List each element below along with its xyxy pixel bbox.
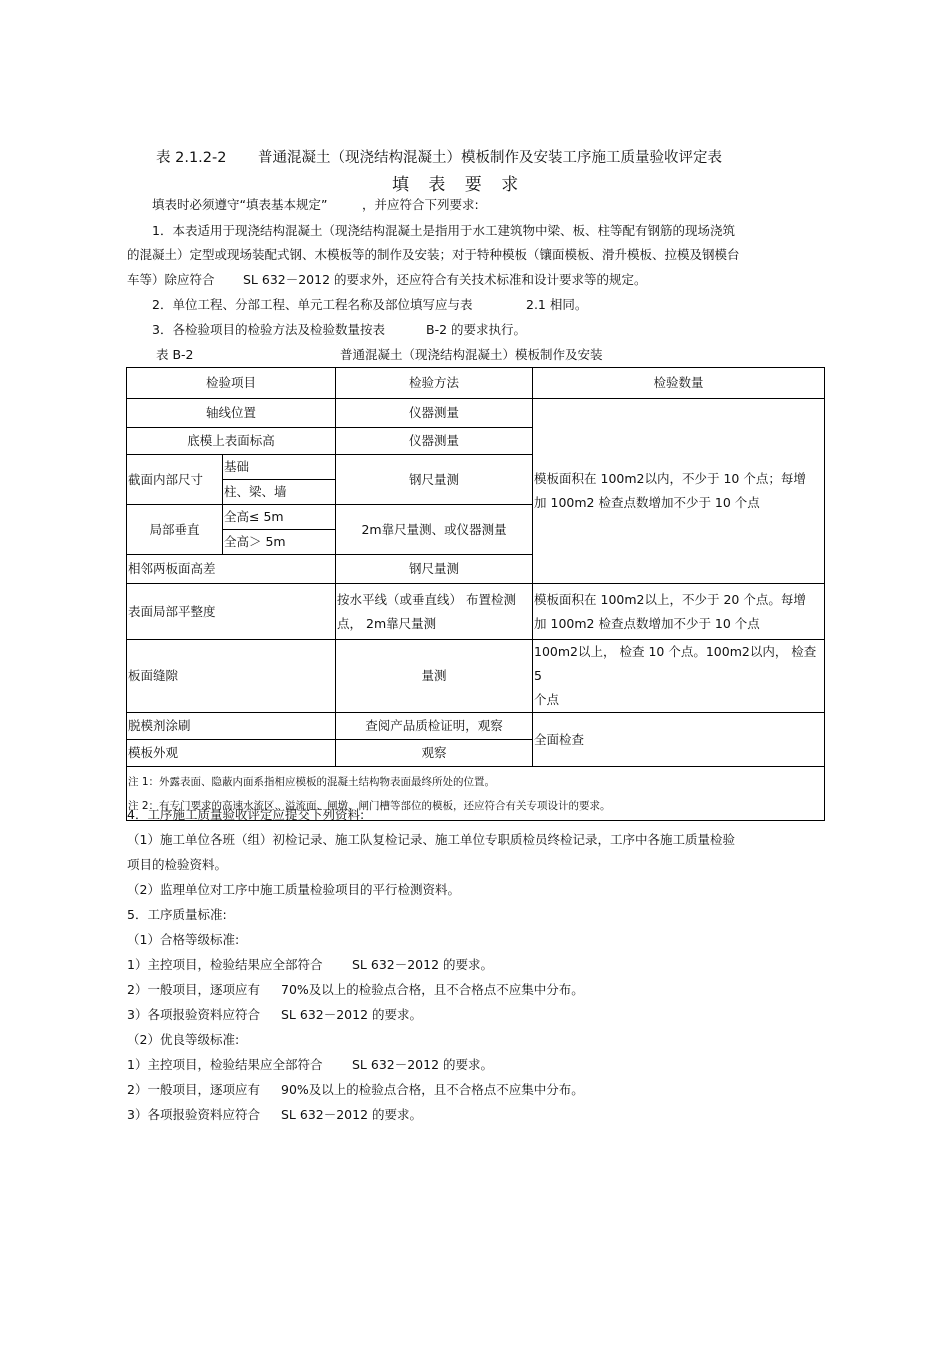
- row-flatness-quantity: [533, 584, 825, 640]
- qualified-item-1-cont: SL 632－2012 的要求。: [352, 957, 494, 972]
- paragraph-4: 4．工序施工质量验收评定应提交下列资料:: [127, 807, 365, 822]
- row-section-sub-2: 柱、梁、墙: [223, 480, 336, 505]
- table-b2-title: 普通混凝土（现浇结构混凝土）模板制作及安装: [340, 347, 603, 362]
- quantity-cell-1: [533, 399, 825, 584]
- paragraph-1-line-2: 的混凝土）定型或现场装配式钢、木模板等的制作及安装；对于特种模板（镶面模板、滑升模板、拉模及钢模台: [127, 247, 740, 262]
- note-2: 注 2：有专门要求的高速水流区、溢流面、闸墩、闸门槽等部位的模板，还应符合有关专项设计的要求。: [128, 799, 611, 812]
- row-bottom-item: 底模上表面标高: [127, 428, 336, 455]
- excellent-item-3-cont: SL 632－2012 的要求。: [281, 1107, 423, 1122]
- paragraph-3: 3．各检验项目的检验方法及检验数量按表: [152, 322, 385, 337]
- intro-text-cont: ，并应符合下列要求:: [362, 197, 479, 212]
- row-appearance-method: 观察: [336, 740, 533, 767]
- paragraph-4-1-line-2: 项目的检验资料。: [127, 857, 228, 872]
- row-section-item: 截面内部尺寸: [127, 455, 223, 505]
- paragraph-1-line-1: 1．本表适用于现浇结构混凝土（现浇结构混凝土是指用于水工建筑物中梁、板、柱等配有钢筋的现场浇筑: [152, 223, 735, 238]
- qualified-item-3-cont: SL 632－2012 的要求。: [281, 1007, 423, 1022]
- header-method: 检验方法: [336, 368, 533, 399]
- gap-quantity-line-1: 100m2以上， 检查 10 个点。100m2以内， 检查 5: [534, 644, 817, 683]
- qualified-item-1: 1）主控项目，检验结果应全部符合: [127, 957, 323, 972]
- table-number: 表 2.1.2-2: [156, 150, 227, 166]
- table-b2-label: 表 B-2: [156, 347, 194, 362]
- excellent-item-3: 3）各项报验资料应符合: [127, 1107, 260, 1122]
- row-section-method: 钢尺量测: [336, 455, 533, 505]
- row-bottom-method: 仪器测量: [336, 428, 533, 455]
- row-axis-item: 轴线位置: [127, 399, 336, 428]
- excellent-item-2-cont: 90%及以上的检验点合格，且不合格点不应集中分布。: [281, 1082, 584, 1097]
- note-1: 注 1：外露表面、隐蔽内面系指相应模板的混凝土结构物表面最终所处的位置。: [128, 775, 496, 788]
- paragraph-5: 5．工序质量标准:: [127, 907, 227, 922]
- flatness-quantity-line-1: 模板面积在 100m2以上，不少于 20 个点。每增: [534, 591, 806, 607]
- quantity-1-line-2: 加 100m2 检查点数增加不少于 10 个点: [534, 495, 760, 510]
- full-check-cell: 全面检查: [533, 713, 825, 767]
- paragraph-2-cont: 2.1 相同。: [526, 297, 588, 312]
- row-gap-item: 板面缝隙: [127, 640, 336, 713]
- row-flatness-item: 表面局部平整度: [127, 584, 336, 640]
- quantity-1-line-1: 模板面积在 100m2以内，不少于 10 个点；每增: [534, 471, 806, 486]
- paragraph-3-cont: B-2 的要求执行。: [426, 322, 527, 337]
- row-adjacent-method: 钢尺量测: [336, 555, 533, 584]
- flatness-quantity-line-2: 加 100m2 检查点数增加不少于 10 个点: [534, 615, 760, 631]
- flatness-method-line-1: 按水平线（或垂直线） 布置检测: [337, 591, 516, 607]
- inspection-table: [126, 367, 825, 821]
- excellent-item-1: 1）主控项目，检验结果应全部符合: [127, 1057, 323, 1072]
- paragraph-1-line-3: 车等）除应符合: [127, 272, 215, 287]
- paragraph-2: 2．单位工程、分部工程、单元工程名称及部位填写应与表: [152, 297, 473, 312]
- gap-quantity-line-2: 个点: [534, 692, 560, 707]
- qualified-standard-heading: （1）合格等级标准:: [127, 932, 240, 947]
- header-item: 检验项目: [127, 368, 336, 399]
- row-vertical-sub-2: 全高＞ 5m: [223, 530, 336, 555]
- excellent-item-2: 2）一般项目，逐项应有: [127, 1082, 260, 1097]
- excellent-standard-heading: （2）优良等级标准:: [127, 1032, 240, 1047]
- row-release-method: 查阅产品质检证明，观察: [336, 713, 533, 740]
- paragraph-4-2: （2）监理单位对工序中施工质量检验项目的平行检测资料。: [127, 882, 460, 897]
- row-gap-method: 量测: [336, 640, 533, 713]
- row-release-item: 脱模剂涂刷: [127, 713, 336, 740]
- row-section-sub-1: 基础: [223, 455, 336, 480]
- row-appearance-item: 模板外观: [127, 740, 336, 767]
- qualified-item-3: 3）各项报验资料应符合: [127, 1007, 260, 1022]
- paragraph-1-line-3-cont: SL 632－2012 的要求外，还应符合有关技术标准和设计要求等的规定。: [243, 272, 647, 287]
- intro-text: 填表时必须遵守“填表基本规定”: [152, 197, 328, 212]
- row-vertical-sub-1: 全高≤ 5m: [223, 505, 336, 530]
- paragraph-4-1-line-1: （1）施工单位各班（组）初检记录、施工队复检记录、施工单位专职质检员终检记录，工序中各施工质量检验: [127, 832, 735, 847]
- row-flatness-method: [336, 584, 533, 640]
- qualified-item-2-cont: 70%及以上的检验点合格，且不合格点不应集中分布。: [281, 982, 584, 997]
- row-vertical-item: 局部垂直: [127, 505, 223, 555]
- row-vertical-method: 2m靠尺量测、或仪器测量: [336, 505, 533, 555]
- flatness-method-line-2: 点， 2m靠尺量测: [337, 615, 437, 631]
- document-title: 普通混凝土（现浇结构混凝土）模板制作及安装工序施工质量验收评定表: [258, 150, 722, 166]
- excellent-item-1-cont: SL 632－2012 的要求。: [352, 1057, 494, 1072]
- section-heading: 填 表 要 求: [392, 175, 526, 195]
- row-axis-method: 仪器测量: [336, 399, 533, 428]
- qualified-item-2: 2）一般项目，逐项应有: [127, 982, 260, 997]
- row-gap-quantity: [533, 640, 825, 713]
- row-adjacent-item: 相邻两板面高差: [127, 555, 336, 584]
- header-quantity: 检验数量: [533, 368, 825, 399]
